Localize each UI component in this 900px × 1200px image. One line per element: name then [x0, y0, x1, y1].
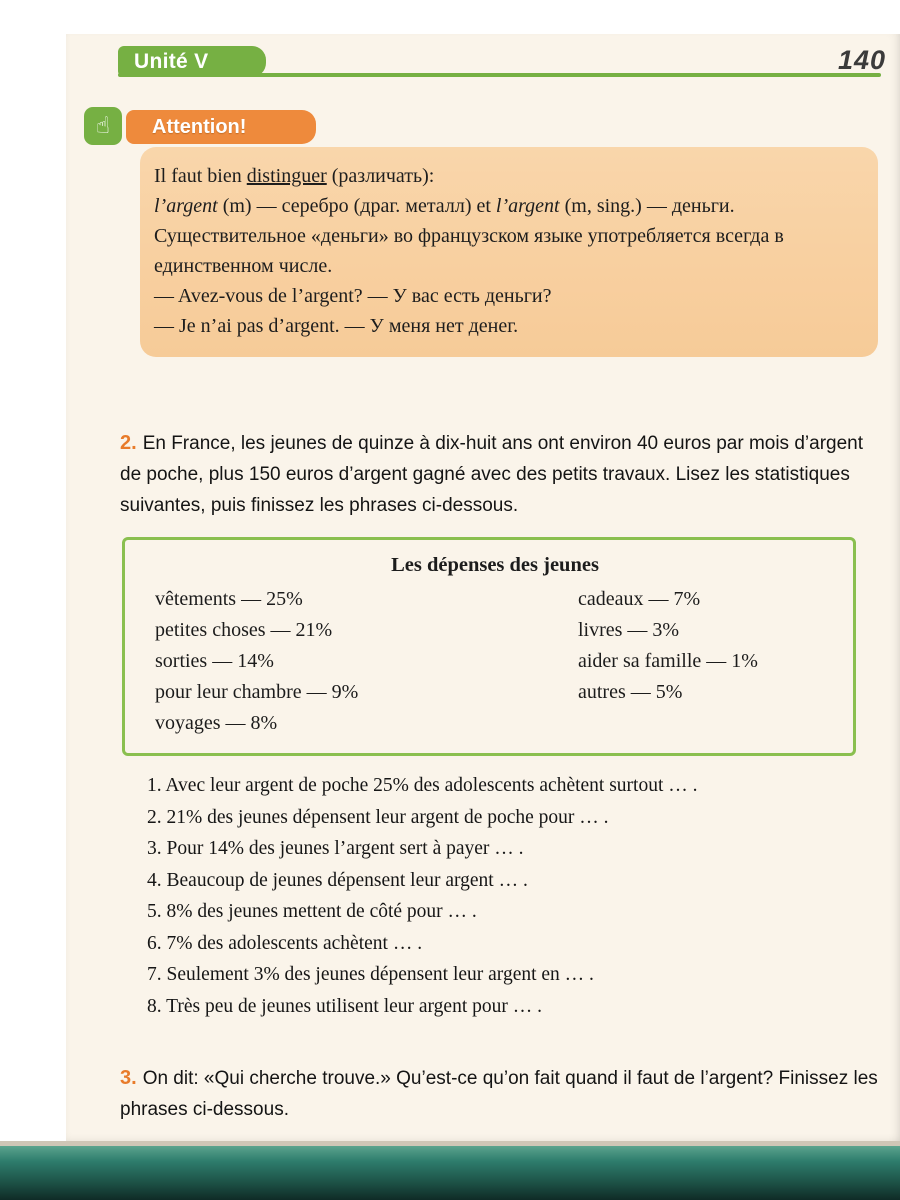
stats-box	[122, 537, 856, 756]
pointing-hand-icon: ☝	[84, 107, 122, 145]
stats-right-column	[578, 584, 835, 739]
page-number: 140	[837, 45, 886, 75]
question-item: 7. Seulement 3% des jeunes dépensent leur argent en … .	[147, 964, 594, 985]
stat-item: vêtements — 25%	[155, 588, 303, 610]
unit-tab	[118, 46, 266, 77]
question-item: 5. 8% des jeunes mettent de côté pour … .	[147, 901, 477, 922]
stat-item: cadeaux — 7%	[578, 588, 701, 610]
grammar-note-line: Il faut bien distinguer (различать):	[154, 165, 435, 187]
stat-item: autres — 5%	[578, 681, 683, 703]
questions-list	[120, 770, 886, 1022]
stat-item: voyages — 8%	[155, 712, 278, 734]
stat-item: livres — 3%	[578, 619, 680, 641]
grammar-note-line: Существительное «деньги» во французском языке употребляется всегда в единственном числе.	[154, 225, 784, 277]
question-item: 6. 7% des adolescents achètent … .	[147, 932, 423, 954]
exercise-2-number: 2.	[120, 432, 137, 454]
stat-item: petites choses — 21%	[155, 619, 333, 641]
stats-title: Les dépenses des jeunes	[391, 554, 599, 576]
exercise-2-instructions: En France, les jeunes de quinze à dix-huit ans ont environ 40 euros par mois d’argent de poche, plus 150 euros d’argent gagné avec des petits travaux. Lisez les statistiques suivantes, puis finissez les phrases ci-dessous.	[120, 433, 863, 516]
grammar-note-panel	[140, 147, 878, 357]
grammar-note-line: l’argent (m) — серебро (драг. металл) et l’argent (m, sing.) — деньги.	[154, 195, 735, 217]
question-item: 4. Beaucoup de jeunes dépensent leur argent … .	[147, 869, 528, 891]
question-item: 8. Très peu de jeunes utilisent leur argent pour … .	[147, 995, 542, 1017]
unit-tab-label: Unité V	[134, 49, 209, 73]
question-item: 1. Avec leur argent de poche 25% des adolescents achètent surtout … .	[147, 775, 698, 796]
exercise-3	[120, 1063, 884, 1125]
stats-left-column	[155, 584, 578, 739]
exercise-3-instructions: On dit: «Qui cherche trouve.» Qu’est-ce qu’on fait quand il faut de l’argent? Finissez les phrases ci-dessous.	[120, 1068, 878, 1120]
grammar-note-line: — Avez-vous de l’argent? — У вас есть деньги?	[154, 285, 552, 307]
attention-banner	[126, 110, 316, 144]
question-item: 3. Pour 14% des jeunes l’argent sert à payer … .	[147, 838, 524, 859]
book-cover-edge	[0, 1146, 900, 1200]
stat-item: pour leur chambre — 9%	[155, 681, 359, 703]
stat-item: aider sa famille — 1%	[578, 650, 758, 672]
exercise-3-number: 3.	[120, 1067, 137, 1089]
question-item: 2. 21% des jeunes dépensent leur argent de poche pour … .	[147, 806, 609, 828]
attention-label: Attention!	[152, 115, 247, 138]
stats-columns	[155, 584, 835, 739]
grammar-note-line: — Je n’ai pas d’argent. — У меня нет денег.	[154, 315, 519, 337]
stat-item: sorties — 14%	[155, 650, 274, 672]
exercise-2	[120, 428, 884, 521]
